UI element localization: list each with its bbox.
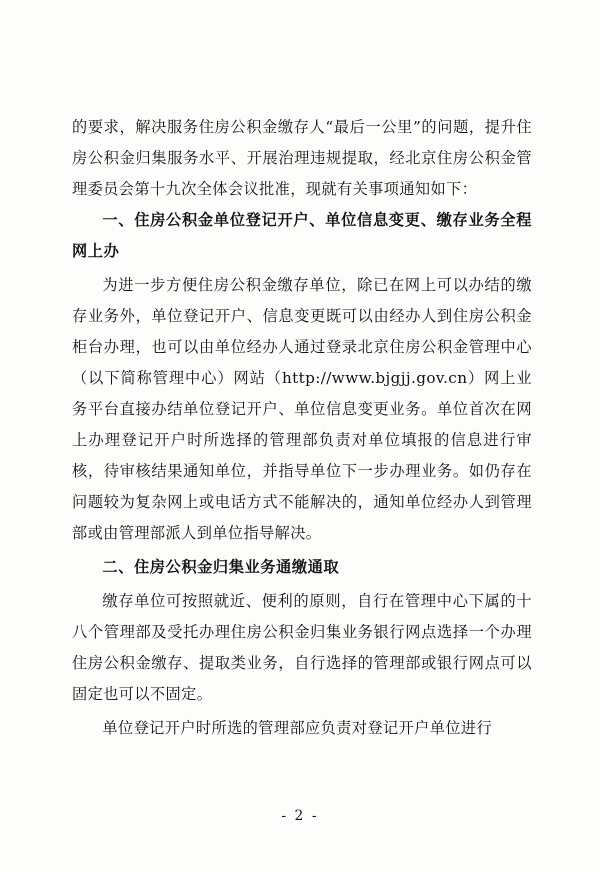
- page-number: - 2 -: [281, 808, 319, 824]
- paragraph-section-two-cont: 单位登记开户时所选的管理部应负责对登记开户单位进行: [102, 719, 493, 737]
- paragraph-section-one: 为进一步方便住房公积金缴存单位，除已在网上可以办结的缴存业务外，单位登记开户、信息变更既可以由经办人到住房公积金柜台办理，也可以由单位经办人通过登录北京住房公积金管理中心（以下简称管理中心）网站（http://www.bjgjj.gov.cn）网上业务平台直接办结单位登记开户、单位信息变更业务。单位首次在网上办理登记开户时所选择的管理部负责对单位填报的信息进行审核，待审核结果通知单位，并指导单位下一步办理业务。如仍存在问题较为复杂网上或电话方式不能解决的，通知单位经办人到管理部或由管理部派人到单位指导解决。: [72, 276, 532, 542]
- paragraph-section-two: 缴存单位可按照就近、便利的原则，自行在管理中心下属的十八个管理部及受托办理住房公积金归集业务银行网点选择一个办理住房公积金缴存、提取类业务，自行选择的管理部或银行网点可以固定也可以不固定。: [72, 592, 532, 703]
- document-body: [72, 112, 532, 747]
- section-heading-one: 一、住房公积金单位登记开户、单位信息变更、缴存业务全程网上办: [72, 211, 532, 260]
- section-heading-two: 二、住房公积金归集业务通缴通取: [102, 558, 340, 576]
- paragraph-continued: 的要求，解决服务住房公积金缴存人“最后一公里”的问题，提升住房公积金归集服务水平、开展治理违规提取，经北京住房公积金管理委员会第十九次全体会议批准，现就有关事项通知如下：: [72, 118, 532, 198]
